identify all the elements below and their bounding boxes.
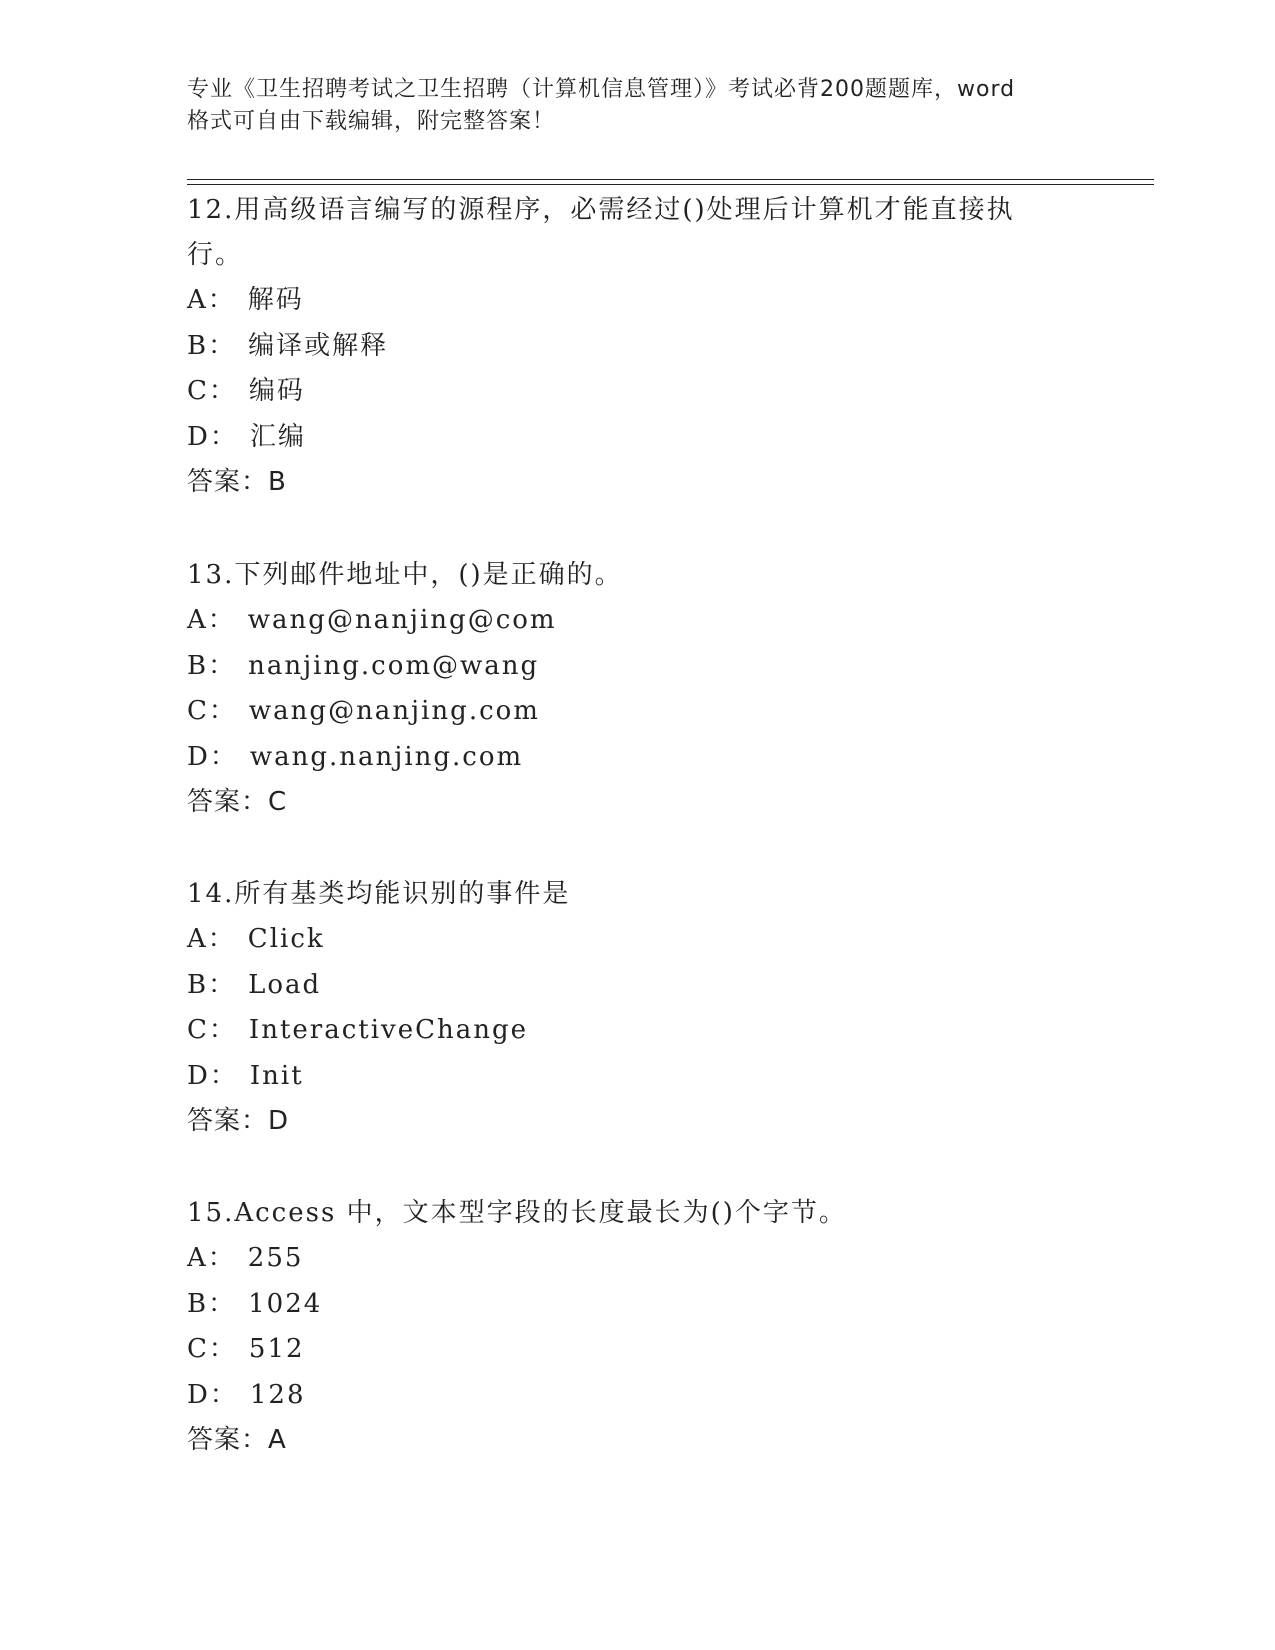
- option-text: Load: [248, 969, 322, 1000]
- option-b: B ： 1024: [187, 1282, 1087, 1328]
- option-letter: C: [187, 696, 209, 726]
- option-c: C ： 编码: [187, 369, 1087, 415]
- header-line-2: 格式可自由下载编辑，附完整答案！: [187, 109, 556, 134]
- option-text: wang.nanjing.com: [249, 741, 524, 772]
- option-text: InteractiveChange: [248, 1015, 529, 1045]
- option-letter: A: [187, 1243, 208, 1273]
- option-text: Click: [247, 924, 325, 954]
- option-a: A ： 255: [187, 1236, 1087, 1282]
- question-15: [187, 1191, 1087, 1463]
- question-13: [187, 553, 1087, 825]
- answer-line: [187, 780, 1087, 825]
- answer-label: 答案：: [187, 1106, 269, 1136]
- option-a: A ： wang@nanjing@com: [187, 598, 1087, 644]
- answer-line: [187, 1418, 1087, 1463]
- answer-value: B: [268, 467, 287, 497]
- question-text: 12.用高级语言编写的源程序，必需经过()处理后计算机才能直接执行。: [187, 195, 1015, 270]
- option-a: A ： Click: [187, 917, 1087, 963]
- option-b: B ： nanjing.com@wang: [187, 644, 1087, 690]
- option-text: Init: [249, 1060, 304, 1091]
- option-d: D ： wang.nanjing.com: [187, 735, 1087, 781]
- question-14: [187, 872, 1087, 1144]
- option-letter: D: [187, 421, 210, 452]
- header-divider-bottom: [187, 184, 1154, 185]
- option-d: D ： 128: [187, 1373, 1087, 1419]
- option-letter: A: [187, 924, 208, 954]
- option-c: C ： InteractiveChange: [187, 1008, 1087, 1054]
- option-letter: B: [187, 1288, 209, 1319]
- answer-line: [187, 460, 1087, 505]
- option-text: 128: [249, 1379, 306, 1410]
- option-letter: D: [187, 1379, 210, 1410]
- option-letter: D: [187, 1060, 210, 1091]
- option-letter: B: [187, 969, 209, 1000]
- option-text: wang@nanjing@com: [247, 605, 557, 635]
- answer-label: 答案：: [187, 787, 269, 817]
- header-divider-top: [187, 179, 1154, 180]
- answer-label: 答案：: [187, 467, 269, 497]
- option-text: 255: [247, 1243, 304, 1273]
- option-letter: C: [187, 376, 209, 406]
- option-letter: C: [187, 1334, 209, 1364]
- question-text: 15.Access 中，文本型字段的长度最长为()个字节。: [187, 1198, 847, 1228]
- option-letter: A: [187, 605, 208, 635]
- option-letter: B: [187, 330, 209, 361]
- question-text: 13.下列邮件地址中，()是正确的。: [187, 560, 623, 590]
- option-d: D ： Init: [187, 1054, 1087, 1100]
- option-text: 1024: [248, 1288, 323, 1319]
- option-text: 512: [248, 1334, 305, 1364]
- answer-label: 答案：: [187, 1425, 269, 1455]
- option-text: nanjing.com@wang: [248, 650, 540, 681]
- option-c: C ： 512: [187, 1327, 1087, 1373]
- answer-line: [187, 1099, 1087, 1144]
- question-text: 14.所有基类均能识别的事件是: [187, 879, 571, 909]
- question-12: [187, 188, 1087, 505]
- option-text: 编码: [248, 376, 305, 406]
- answer-value: C: [268, 787, 288, 817]
- option-a: A ： 解码: [187, 278, 1087, 324]
- option-text: wang@nanjing.com: [248, 696, 540, 726]
- option-d: D ： 汇编: [187, 415, 1087, 461]
- document-header: [187, 74, 1087, 138]
- option-letter: D: [187, 741, 210, 772]
- option-text: 汇编: [249, 421, 306, 452]
- option-letter: C: [187, 1015, 209, 1045]
- option-b: B ： Load: [187, 963, 1087, 1009]
- option-letter: B: [187, 650, 209, 681]
- option-letter: A: [187, 285, 208, 315]
- answer-value: D: [268, 1106, 290, 1136]
- option-text: 解码: [247, 285, 304, 315]
- option-c: C ： wang@nanjing.com: [187, 689, 1087, 735]
- option-b: B ： 编译或解释: [187, 324, 1087, 370]
- header-line-1: 专业《卫生招聘考试之卫生招聘（计算机信息管理）》考试必背200题题库，word: [187, 77, 1016, 102]
- option-text: 编译或解释: [248, 330, 389, 361]
- answer-value: A: [268, 1425, 287, 1455]
